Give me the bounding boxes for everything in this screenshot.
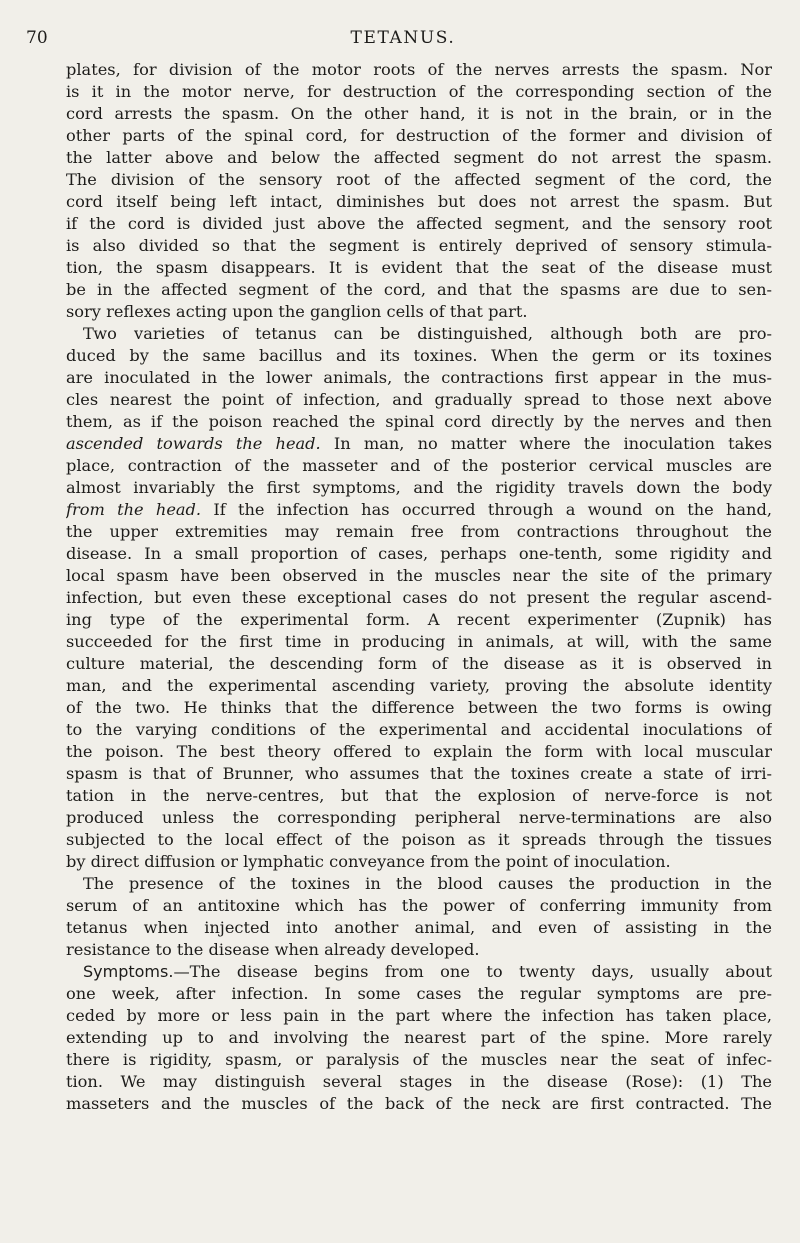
text-line bbox=[66, 433, 772, 455]
text-line: cord arrests the spasm. On the other hand, it is not in the brain, or in the bbox=[66, 104, 772, 123]
text-line: cord itself being left intact, diminishes but does not arrest the spasm. But bbox=[66, 192, 772, 211]
text-line bbox=[66, 499, 772, 521]
text-line: the poison. The best theory offered to explain the form with local muscular bbox=[66, 742, 772, 761]
text-line: if the cord is divided just above the affected segment, and the sensory root bbox=[66, 214, 772, 233]
body-text bbox=[66, 59, 772, 1115]
text-line: The division of the sensory root of the affected segment of the cord, the bbox=[66, 170, 772, 189]
text-line: to the varying conditions of the experimental and accidental inoculations of bbox=[66, 720, 772, 739]
text-line: there is rigidity, spasm, or paralysis of the muscles near the seat of infec- bbox=[66, 1050, 772, 1069]
text-line: disease. In a small proportion of cases, perhaps one-tenth, some rigidity and bbox=[66, 544, 772, 563]
text-line: cles nearest the point of infection, and gradually spread to those next above bbox=[66, 390, 772, 409]
text-line: be in the affected segment of the cord, and that the spasms are due to sen- bbox=[66, 280, 772, 299]
text-line: spasm is that of Brunner, who assumes that the toxines create a state of irri- bbox=[66, 764, 772, 783]
text-line: culture material, the descending form of the disease as it is observed in bbox=[66, 654, 772, 673]
text-line: resistance to the disease when already developed. bbox=[66, 940, 480, 959]
text-line: ing type of the experimental form. A recent experimenter (Zupnik) has bbox=[66, 610, 772, 629]
text-line: duced by the same bacillus and its toxines. When the germ or its toxines bbox=[66, 346, 772, 365]
text-line: ceded by more or less pain in the part where the infection has taken place, bbox=[66, 1006, 772, 1025]
text-line: the upper extremities may remain free from contractions throughout the bbox=[66, 522, 772, 541]
section-heading: Symptoms. bbox=[83, 962, 174, 981]
text-line: almost invariably the first symptoms, and the rigidity travels down the body bbox=[66, 478, 772, 497]
line-text: —The disease begins from one to twenty days, usually about bbox=[173, 962, 772, 981]
text-line: tion. We may distinguish several stages in the disease (Rose): (1) The bbox=[66, 1072, 772, 1091]
text-line: one week, after infection. In some cases the regular symptoms are pre- bbox=[66, 984, 772, 1003]
text-line: place, contraction of the masseter and of the posterior cervical muscles are bbox=[66, 456, 772, 475]
text-line: serum of an antitoxine which has the power of conferring immunity from bbox=[66, 896, 772, 915]
text-line: The presence of the toxines in the blood causes the production in the bbox=[83, 874, 772, 893]
line-text: In man, no matter where the inoculation takes bbox=[320, 434, 772, 453]
text-line: infection, but even these exceptional cases do not present the regular ascend- bbox=[66, 588, 772, 607]
text-line: Two varieties of tetanus can be distinguished, although both are pro- bbox=[83, 324, 772, 343]
text-line: subjected to the local effect of the poison as it spreads through the tissues bbox=[66, 830, 772, 849]
page-number: 70 bbox=[26, 28, 48, 48]
text-line: by direct diffusion or lymphatic conveyance from the point of inoculation. bbox=[66, 852, 671, 871]
italic-phrase: from the head. bbox=[66, 500, 202, 519]
text-line: man, and the experimental ascending variety, proving the absolute identity bbox=[66, 676, 772, 695]
text-line: tion, the spasm disappears. It is evident that the seat of the disease must bbox=[66, 258, 772, 277]
text-line: plates, for division of the motor roots of the nerves arrests the spasm. Nor bbox=[66, 60, 772, 79]
text-line: local spasm have been observed in the muscles near the site of the primary bbox=[66, 566, 772, 585]
text-line: masseters and the muscles of the back of the neck are first contracted. The bbox=[66, 1094, 772, 1113]
text-line: succeeded for the first time in producing in animals, at will, with the same bbox=[66, 632, 772, 651]
text-line: tetanus when injected into another animal, and even of assisting in the bbox=[66, 918, 772, 937]
text-line: extending up to and involving the nearest part of the spine. More rarely bbox=[66, 1028, 772, 1047]
italic-phrase: ascended towards the head. bbox=[66, 434, 321, 453]
text-line: tation in the nerve-centres, but that the explosion of nerve-force is not bbox=[66, 786, 772, 805]
text-line: produced unless the corresponding peripheral nerve-terminations are also bbox=[66, 808, 772, 827]
running-head bbox=[26, 28, 780, 54]
line-text: If the infection has occurred through a wound on the hand, bbox=[201, 500, 772, 519]
text-line: sory reflexes acting upon the ganglion cells of that part. bbox=[66, 302, 528, 321]
text-line: are inoculated in the lower animals, the contractions first appear in the mus- bbox=[66, 368, 772, 387]
text-line bbox=[66, 961, 772, 983]
text-line: is also divided so that the segment is entirely deprived of sensory stimula- bbox=[66, 236, 772, 255]
running-title: TETANUS. bbox=[350, 28, 456, 48]
text-line: the latter above and below the affected segment do not arrest the spasm. bbox=[66, 148, 772, 167]
text-line: of the two. He thinks that the difference between the two forms is owing bbox=[66, 698, 772, 717]
text-line: them, as if the poison reached the spinal cord directly by the nerves and then bbox=[66, 412, 772, 431]
text-line: is it in the motor nerve, for destruction of the corresponding section of the bbox=[66, 82, 772, 101]
text-line: other parts of the spinal cord, for destruction of the former and division of bbox=[66, 126, 772, 145]
